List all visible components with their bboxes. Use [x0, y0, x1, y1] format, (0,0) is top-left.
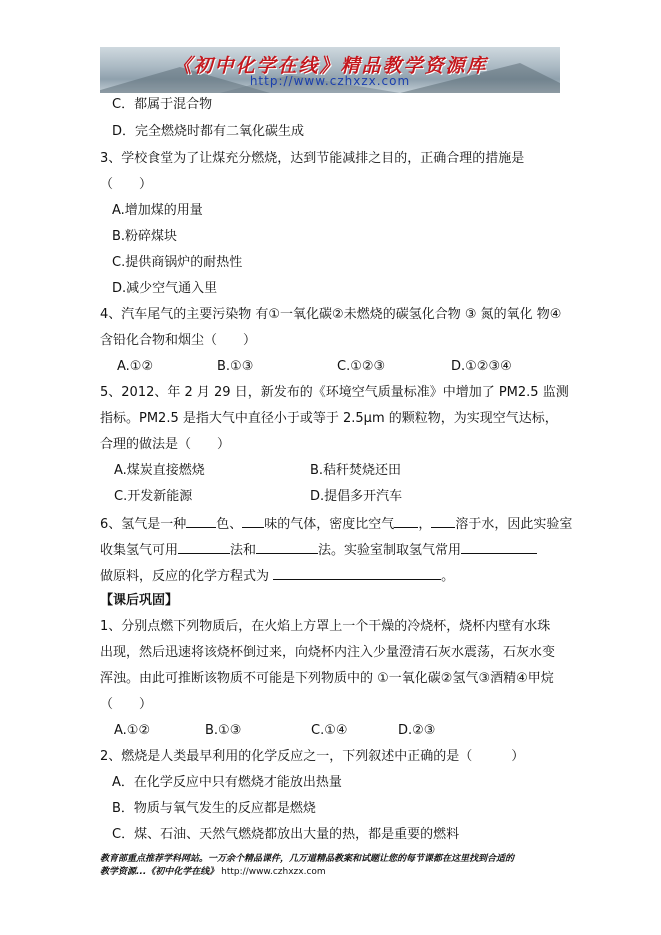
- blank-method-1[interactable]: [178, 541, 230, 554]
- option-c: C.①②③: [337, 359, 386, 374]
- question-5-cont: 合理的做法是（ ）: [100, 437, 231, 452]
- q6-text: 溶于水，因此实验室: [455, 517, 573, 532]
- blank-material[interactable]: [461, 541, 537, 554]
- option-d: D.②③: [398, 723, 436, 738]
- q6-text: 做原料，反应的化学方程式为: [100, 569, 270, 584]
- practice-1: 1、分别点燃下列物质后，在火焰上方罩上一个干燥的冷烧杯，烧杯内壁有水珠: [100, 619, 551, 634]
- practice-1-cont: 出现，然后迅速将该烧杯倒过来，向烧杯内注入少量澄清石灰水震荡，石灰水变: [100, 645, 556, 660]
- answer-brackets: （ ）: [100, 697, 153, 712]
- option-a: A.增加煤的用量: [112, 203, 203, 218]
- answer-brackets: （ ）: [100, 177, 153, 192]
- question-5: 5、2012、年 2 月 29 日，新发布的《环境空气质量标准》中增加了 PM2.5 监测: [100, 385, 569, 400]
- q6-text: ，: [418, 517, 432, 532]
- q6-text: 色、: [216, 517, 243, 532]
- q6-text: 收集氢气可用: [100, 543, 179, 558]
- q6-text: 。: [441, 569, 455, 584]
- footer-url-link[interactable]: http://www.czhxzx.com: [221, 867, 326, 877]
- option-b: B.①③: [205, 723, 242, 738]
- option-c: C．都属于混合物: [112, 97, 213, 112]
- page-footer: [100, 853, 514, 879]
- header-banner: [100, 47, 560, 93]
- option-a: A.①②: [117, 359, 154, 374]
- option-a: A．在化学反应中只有燃烧才能放出热量: [112, 775, 342, 790]
- blank-solubility[interactable]: [431, 515, 455, 528]
- practice-1-cont: 浑浊。由此可推断该物质不可能是下列物质中的 ①一氧化碳②氢气③酒精④甲烷: [100, 671, 554, 686]
- question-4-cont: 含铅化合物和烟尘（ ）: [100, 333, 257, 348]
- blank-color[interactable]: [186, 515, 216, 528]
- option-d: D.减少空气通入里: [112, 281, 218, 296]
- practice-2: 2、燃烧是人类最早利用的化学反应之一，下列叙述中正确的是（ ）: [100, 749, 525, 764]
- banner-title: 《初中化学在线》精品教学资源库: [172, 55, 488, 77]
- blank-equation[interactable]: [273, 567, 441, 580]
- option-a: A.煤炭直接燃烧: [114, 463, 205, 478]
- footer-line-1: 教育部重点推荐学科网站。一万余个精品课件，几万道精品教案和试题让您的每节课都在这里找到合适的: [100, 854, 515, 864]
- option-b: B.粉碎煤块: [112, 229, 178, 244]
- banner-url[interactable]: http://www.czhxzx.com: [249, 74, 411, 88]
- q6-text: 味的气体，密度比空气: [264, 517, 395, 532]
- option-c: C．煤、石油、天然气燃烧都放出大量的热，都是重要的燃料: [112, 827, 460, 842]
- option-d: D．完全燃烧时都有二氧化碳生成: [112, 124, 305, 139]
- option-c: C.提供商锅炉的耐热性: [112, 255, 243, 270]
- question-6-cont: [100, 567, 454, 585]
- q6-text: 法和: [230, 543, 257, 558]
- section-heading: 【课后巩固】: [100, 593, 179, 608]
- footer-line-2: 教学资源...《初中化学在线》 http://www.czhxzx.com: [100, 867, 326, 877]
- question-4: 4、汽车尾气的主要污染物 有①一氧化碳②未燃烧的碳氢化合物 ③ 氮的氧化 物④: [100, 307, 562, 322]
- question-5-cont: 指标。PM2.5 是指大气中直径小于或等于 2.5μm 的颗粒物，为实现空气达标，: [100, 411, 558, 426]
- option-c: C.开发新能源: [114, 489, 193, 504]
- question-6: [100, 515, 572, 533]
- q6-text: 6、氢气是一种: [100, 517, 187, 532]
- blank-density[interactable]: [394, 515, 418, 528]
- option-b: B.秸秆焚烧还田: [310, 463, 402, 478]
- option-a: A.①②: [114, 723, 151, 738]
- option-c: C.①④: [311, 723, 348, 738]
- option-b: B．物质与氧气发生的反应都是燃烧: [112, 801, 316, 816]
- blank-method-2[interactable]: [256, 541, 318, 554]
- blank-odor[interactable]: [242, 515, 264, 528]
- question-6-cont: [100, 541, 537, 559]
- q6-text: 法。实验室制取氢气常用: [318, 543, 462, 558]
- option-d: D.提倡多开汽车: [310, 489, 403, 504]
- option-d: D.①②③④: [451, 359, 512, 374]
- question-3: 3、学校食堂为了让煤充分燃烧，达到节能减排之目的，正确合理的措施是: [100, 151, 525, 166]
- option-b: B.①③: [217, 359, 254, 374]
